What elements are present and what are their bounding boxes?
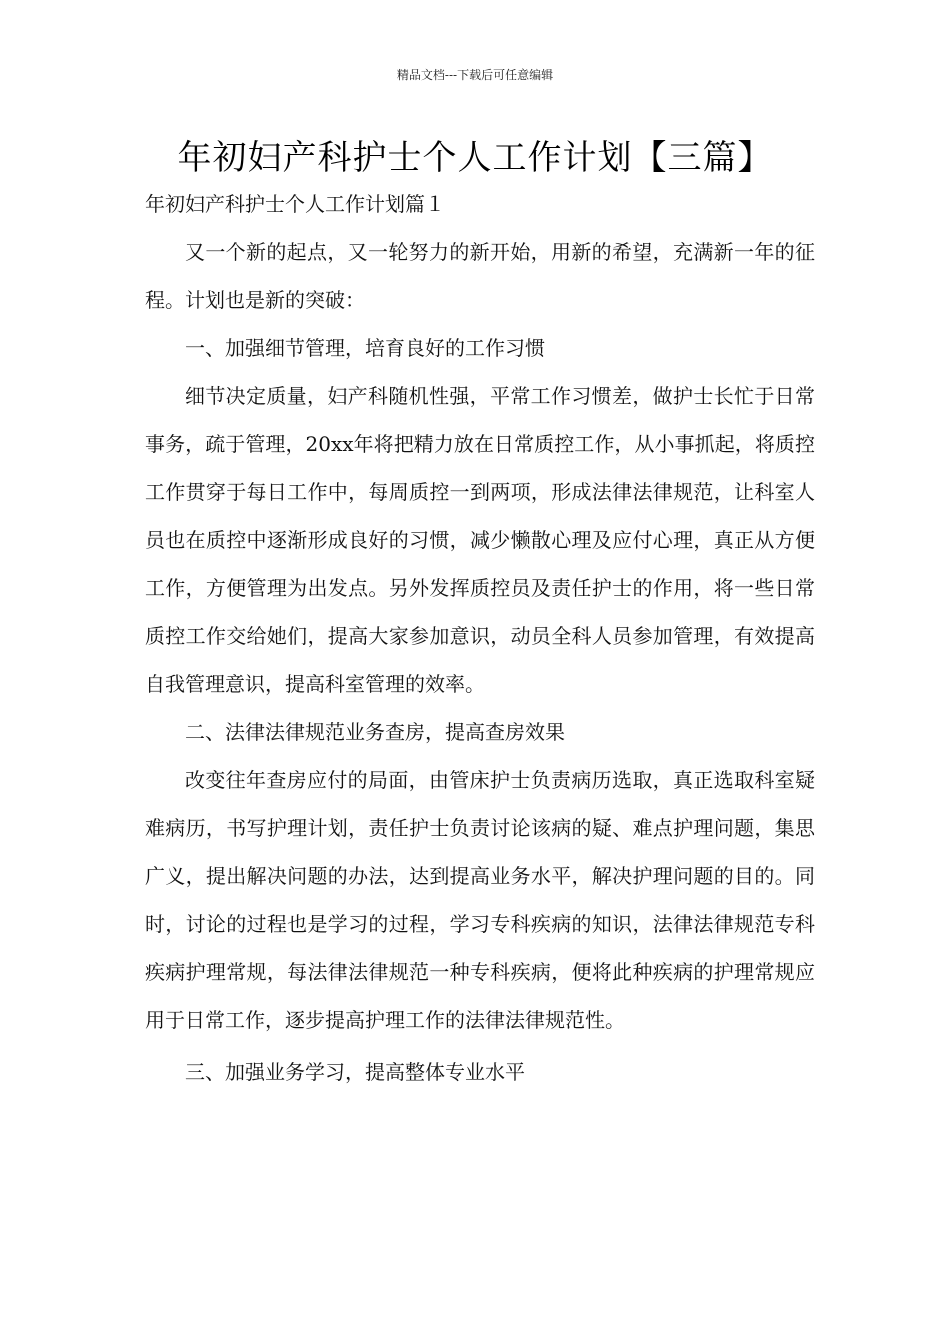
page-title: 年初妇产科护士个人工作计划【三篇】 [177,138,773,178]
heading-two: 二、法律法律规范业务查房，提高查房效果 [185,720,565,744]
header-note: 精品文档---下载后可任意编辑 [396,68,554,82]
document-body [145,228,815,1096]
heading-one: 一、加强细节管理，培育良好的工作习惯 [185,336,545,360]
heading-three: 三、加强业务学习，提高整体专业水平 [185,1060,525,1084]
paragraph-ward-rounds: 改变往年查房应付的局面，由管床护士负责病历选取，真正选取科室疑难病历，书写护理计划，责任护士负责讨论该病的疑、难点护理问题，集思广义，提出解决问题的办法，达到提高业务水平，解决护理问题的目的。同时，讨论的过程也是学习的过程，学习专科疾病的知识，法律法律规范专科疾病护理常规，每法律法律规范一种专科疾病，便将此种疾病的护理常规应用于日常工作，逐步提高护理工作的法律法律规范性。 [145,768,815,1032]
section-title: 年初妇产科护士个人工作计划篇１ [145,192,445,216]
paragraph-intro: 又一个新的起点，又一轮努力的新开始，用新的希望，充满新一年的征程。计划也是新的突破： [145,240,815,312]
paragraph-detail-management: 细节决定质量，妇产科随机性强，平常工作习惯差，做护士长忙于日常事务，疏于管理，20xx年将把精力放在日常质控工作，从小事抓起，将质控工作贯穿于每日工作中，每周质控一到两项，形成法律法律规范，让科室人员也在质控中逐渐形成良好的习惯，减少懒散心理及应付心理，真正从方便工作，方便管理为出发点。另外发挥质控员及责任护士的作用，将一些日常质控工作交给她们，提高大家参加意识，动员全科人员参加管理，有效提高自我管理意识，提高科室管理的效率。 [145,384,815,696]
